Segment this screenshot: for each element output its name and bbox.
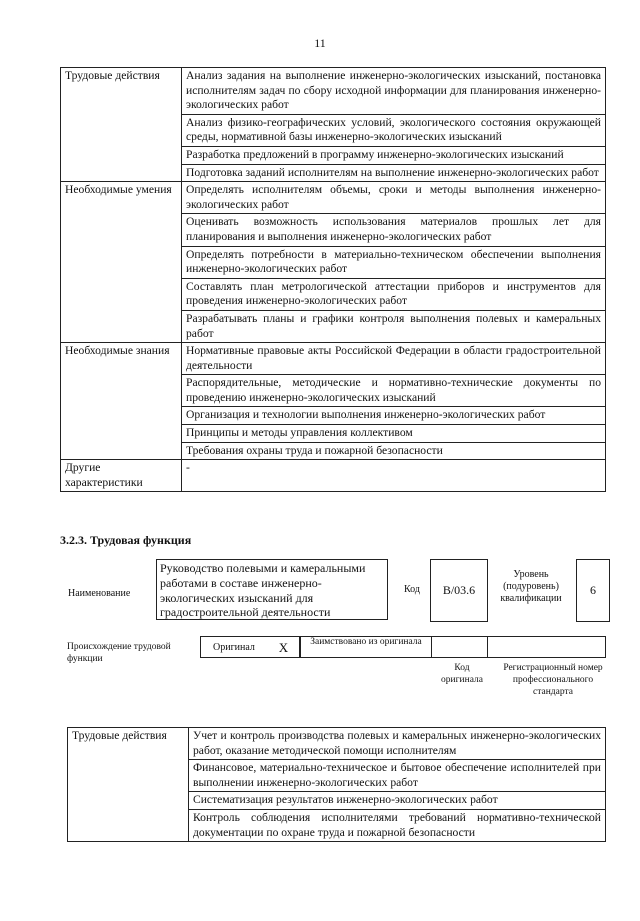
table-cell: Распорядительные, методические и нормативно-технические документы по проведению инженерно-экологических изысканий (182, 375, 606, 407)
table-row (68, 760, 606, 792)
code-label: Код (404, 584, 420, 595)
row-label-actions: Трудовые действия (68, 728, 189, 760)
original-mark: X (268, 636, 300, 658)
table-cell: Составлять план метрологической аттестации приборов и инструментов для проведения инженерно-экологических работ (182, 278, 606, 310)
row-label-skills: Необходимые умения (61, 182, 182, 214)
section-title: 3.2.3. Трудовая функция (60, 533, 192, 547)
table-row (61, 68, 606, 115)
name-label: Наименование (68, 588, 131, 599)
row-label-actions: Трудовые действия (61, 68, 182, 115)
table-cell: Анализ физико-географических условий, экологического состояния окружающей среды, нормативной базы инженерно-экологических изысканий (182, 114, 606, 146)
actions-table (67, 727, 606, 842)
table-row (61, 407, 606, 425)
table-cell: Организация и технологии выполнения инженерно-экологических работ (182, 407, 606, 425)
table-cell: Учет и контроль производства полевых и камеральных инженерно-экологических работ, оказание методической помощи исполнителям (189, 728, 606, 760)
table-cell: Определять исполнителям объемы, сроки и методы выполнения инженерно-экологических работ (182, 182, 606, 214)
table-row (61, 375, 606, 407)
origin-table (200, 636, 606, 660)
table-cell: Систематизация результатов инженерно-экологических работ (189, 792, 606, 810)
registration-caption: Регистрационный номер профессионального стандарта (503, 663, 603, 697)
table-row (61, 278, 606, 310)
table-cell: Анализ задания на выполнение инженерно-экологических изысканий, постановка исполнителям задач по сбору исходной информации для планирования инженерно-экологических работ (182, 68, 606, 115)
table-row (61, 460, 606, 492)
table-row (61, 310, 606, 342)
table-cell: Разрабатывать планы и графики контроля выполнения полевых и камеральных работ (182, 310, 606, 342)
table-cell: Разработка предложений в программу инженерно-экологических изысканий (182, 146, 606, 164)
registration-number-cell (488, 636, 606, 658)
table-cell: - (182, 460, 606, 492)
table-row (61, 246, 606, 278)
code-caption: Код оригинала (441, 663, 483, 685)
table-row (68, 792, 606, 810)
table-row (61, 214, 606, 246)
original-code-cell (432, 636, 488, 658)
original-label: Оригинал (200, 636, 268, 658)
table-cell: Нормативные правовые акты Российской Федерации в области градостроительной деятельности (182, 343, 606, 375)
origin-label: Происхождение трудовой функции (67, 642, 171, 664)
table-row (61, 164, 606, 182)
table-row (61, 182, 606, 214)
page-number: 11 (314, 36, 326, 50)
code-value: B/03.6 (430, 559, 488, 622)
table-cell: Принципы и методы управления коллективом (182, 425, 606, 443)
table-row (61, 343, 606, 375)
table-cell: Финансовое, материально-техническое и бытовое обеспечение исполнителей при выполнении инженерно-экологических работ (189, 760, 606, 792)
level-label: Уровень (подуровень) квалификации (500, 569, 562, 604)
table-cell: Подготовка заданий исполнителям на выполнение инженерно-экологических работ (182, 164, 606, 182)
borrowed-label: Заимствовано из оригинала (300, 636, 432, 658)
function-name: Руководство полевыми и камеральными работами в составе инженерно-экологических изысканий для градостроительной деятельности (156, 559, 388, 620)
row-label-knowledge: Необходимые знания (61, 343, 182, 375)
requirements-table (60, 67, 606, 492)
table-row (68, 809, 606, 841)
table-row (61, 146, 606, 164)
row-label-other: Другие характеристики (61, 460, 182, 492)
level-value: 6 (576, 559, 610, 622)
table-row (61, 114, 606, 146)
table-cell: Оценивать возможность использования материалов прошлых лет для планирования и выполнения инженерно-экологических работ (182, 214, 606, 246)
table-row (61, 425, 606, 443)
table-row (61, 442, 606, 460)
table-cell: Требования охраны труда и пожарной безопасности (182, 442, 606, 460)
table-cell: Контроль соблюдения исполнителями требований нормативно-технической документации по охране труда и пожарной безопасности (189, 809, 606, 841)
table-cell: Определять потребности в материально-техническом обеспечении выполнения инженерно-экологических работ (182, 246, 606, 278)
table-row (68, 728, 606, 760)
